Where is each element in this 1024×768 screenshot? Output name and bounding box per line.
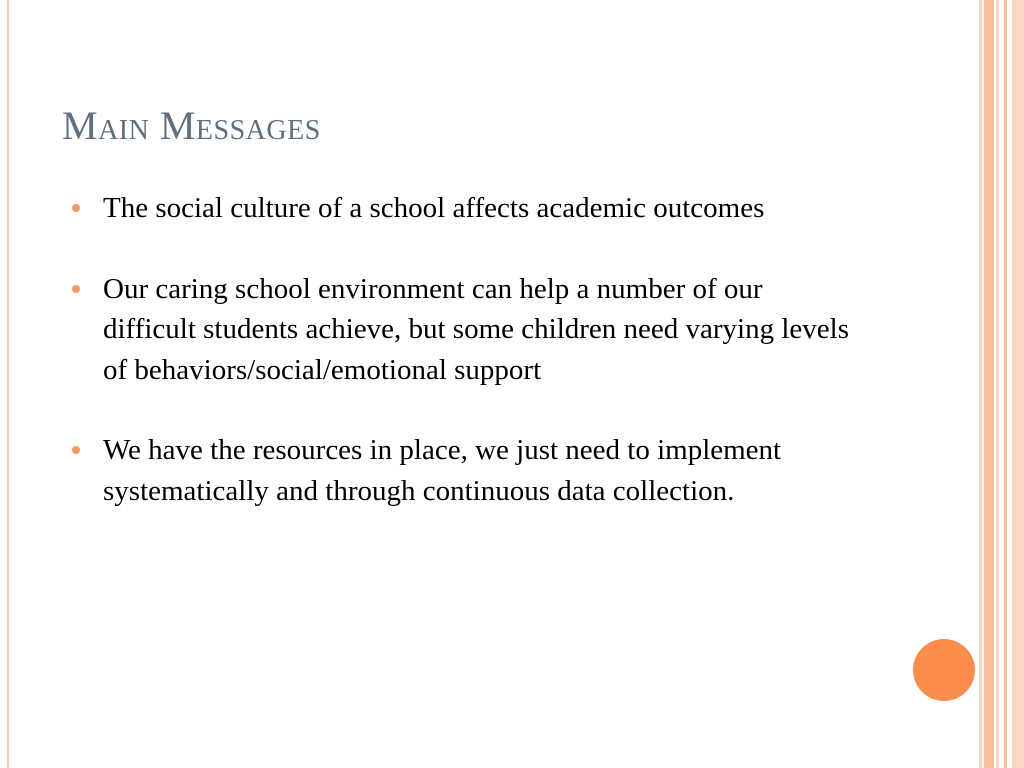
bullet-list (72, 188, 852, 551)
right-stripe-5 (1012, 0, 1024, 768)
bullet-item (72, 430, 852, 511)
bullet-text: The social culture of a school affects academic outcomes (103, 192, 765, 224)
bullet-dot-icon (72, 204, 80, 212)
right-stripe-4 (1004, 0, 1007, 768)
right-stripe-3 (996, 0, 999, 768)
right-stripe-1 (979, 0, 982, 768)
left-border-line (7, 0, 9, 768)
bullet-item (72, 188, 852, 229)
right-stripe-2 (984, 0, 994, 768)
bullet-item (72, 269, 852, 391)
decorative-circle-icon (913, 639, 975, 701)
bullet-dot-icon (72, 285, 80, 293)
bullet-dot-icon (72, 446, 80, 454)
bullet-text: Our caring school environment can help a number of our difficult students achieve, but some children need varying levels of behaviors/social/emotional support (103, 272, 849, 386)
bullet-text: We have the resources in place, we just need to implement systematically and through continuous data collection. (103, 434, 782, 507)
slide-title: Main Messages (62, 103, 321, 148)
